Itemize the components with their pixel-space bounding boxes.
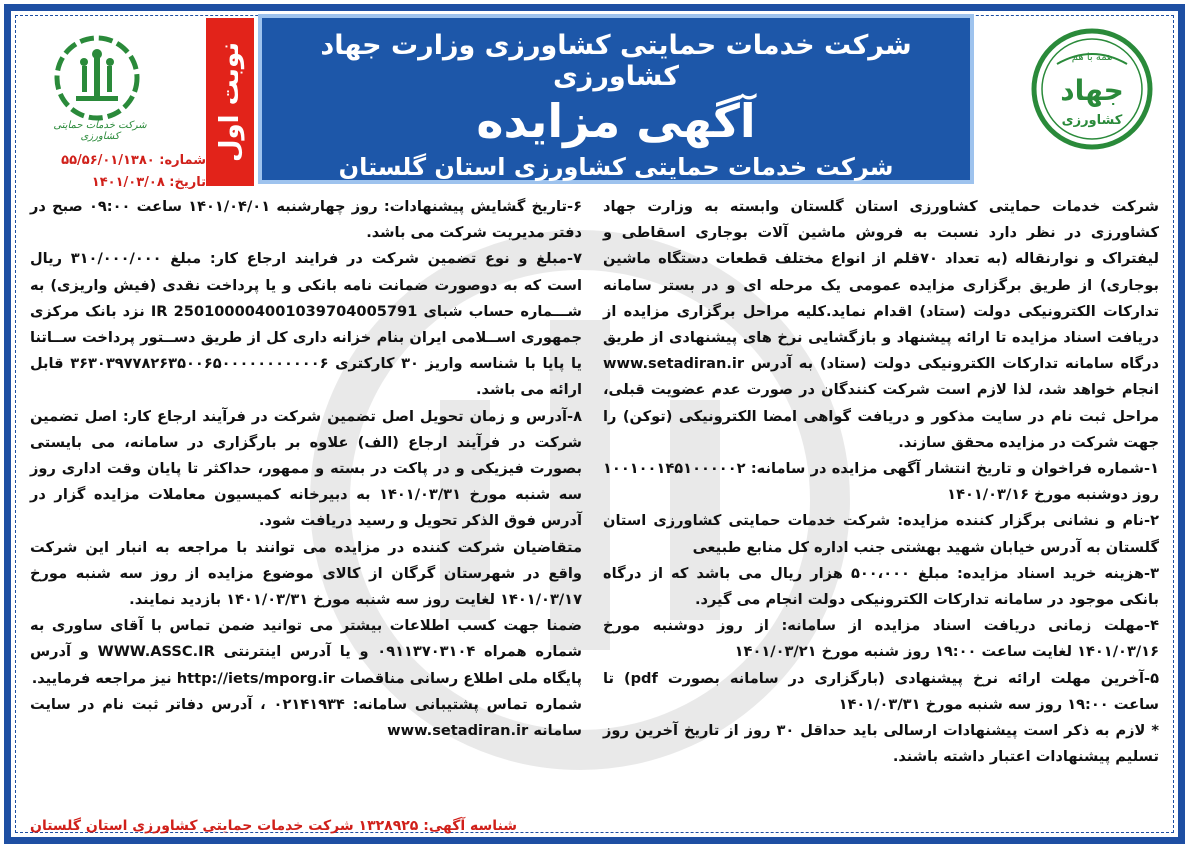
jihad-keshavarzi-logo bbox=[1027, 24, 1157, 154]
item-8: ۸-آدرس و زمان تحویل اصل تضمین شرکت در فرآیند ارجاع کار: اصل تضمین شرکت در فرآیند ارجاع (الف) علاوه بر بارگزاری در سامانه، می بایستی بصورت فیزیکی و در پاکت در بسته و ممهور، حداکثر تا پایان وقت اداری روز سه شنبه مورخ ۱۴۰۱/۰۳/۳۱ به دبیرخانه کمیسیون معاملات مزایده گزار در آدرس فوق الذکر تحویل و رسید دریافت شود. bbox=[30, 407, 582, 530]
logo-right-sub: کشاورزی bbox=[1061, 113, 1123, 128]
item-6: ۶-تاریخ گشایش پیشنهادات: روز چهارشنبه ۱۴۰۱/۰۴/۰۱ ساعت ۰۹:۰۰ صبح در دفتر مدیریت شرکت می باشد. bbox=[30, 198, 582, 242]
item-5: ۵-آخرین مهلت ارائه نرخ پیشنهادی (بارگزاری در سامانه بصورت pdf) تا ساعت ۱۹:۰۰ روز سه شنبه مورخ ۱۴۰۱/۰۳/۳۱ bbox=[603, 669, 1159, 713]
item-7: ۷-مبلغ و نوع تضمین شرکت در فرایند ارجاع کار: مبلغ ۳۱۰/۰۰۰/۰۰۰ ریال است که به دوصورت ضمانت نامه بانکی و یا پرداخت نقدی (فیش واریزی) به شـــماره حساب شبای IR 250100004001039704005791 نزد بانک مرکزی جمهوری اســلامی ایران بنام خزانه داری کل از طریق دســتور پرداخت ســاتنا یا پایا با شناسه واریز ۳۰ کارکتری ۳۶۳۰۳۹۷۷۸۲۶۳۵۰۰۶۵۰۰۰۰۰۰۰۰۰۰۰۶ قابل ارائه می باشد. bbox=[30, 250, 583, 399]
left-column bbox=[30, 194, 582, 744]
support-paragraph: شماره تماس پشتیبانی سامانه: ۰۲۱۴۱۹۳۴ ، آدرس دفاتر ثبت نام در سایت سامانه www.setadiran.ir bbox=[30, 695, 582, 740]
logo-right-top: همه با هم bbox=[1071, 52, 1113, 63]
notice-meta bbox=[30, 150, 206, 194]
contact-paragraph: ضمنا جهت کسب اطلاعات بیشتر می توانید ضمن تماس با آقای ساوری به شماره همراه ۰۹۱۱۳۷۰۳۱۰۴ و یا آدرس اینترنتی WWW.ASSC.IR و آدرس پایگاه ملی اطلاع رسانی مناقصات http://iets/mporg.ir نیز مراجعه فرمایید. bbox=[30, 617, 582, 687]
ad-identifier: شناسه آگهی: ۱۳۲۸۹۲۵ شرکت خدمات حمایتی کشاورزی استان گلستان bbox=[30, 818, 518, 834]
notice-title: آگهی مزایده bbox=[476, 94, 756, 148]
header-banner bbox=[258, 14, 974, 184]
round-badge-label: نوبت اول bbox=[215, 41, 245, 163]
visit-paragraph: متقاضیان شرکت کننده در مزایده می توانند با مراجعه به انبار این شرکت واقع در شهرستان گرگان از کالای موضوع مزایده از روز سه شنبه مورخ ۱۴۰۱/۰۳/۱۷ لغایت روز سه شنبه مورخ ۱۴۰۱/۰۳/۳۱ بازدید نمایند. bbox=[30, 538, 582, 609]
item-4: ۴-مهلت زمانی دریافت اسناد مزایده از سامانه: از روز دوشنبه مورخ ۱۴۰۱/۰۳/۱۶ لغایت ساعت ۱۹:۰۰ روز شنبه مورخ ۱۴۰۱/۰۳/۲۱ bbox=[603, 617, 1159, 661]
notice-number: شماره: ۵۵/۵۶/۰۱/۱۳۸۰ bbox=[61, 153, 206, 168]
ministry-title: شرکت خدمات حمایتی کشاورزی وزارت جهاد کشاورزی bbox=[320, 30, 912, 92]
item-3: ۳-هزینه خرید اسناد مزایده: مبلغ ۵۰۰،۰۰۰ هزار ریال می باشد که از درگاه بانکی موجود در سامانه تدارکات الکترونیکی دولت انجام می گیرد. bbox=[603, 564, 1159, 609]
item-1: ۱-شماره فراخوان و تاریخ انتشار آگهی مزایده در سامانه: ۱۰۰۱۰۰۱۴۵۱۰۰۰۰۰۲ روز دوشنبه مورخ ۱۴۰۱/۰۳/۱۶ bbox=[603, 460, 1159, 504]
province-title: شرکت خدمات حمایتی کشاورزی استان گلستان bbox=[338, 152, 894, 181]
item-2: ۲-نام و نشانی برگزار کننده مزایده: شرکت خدمات حمایتی کشاورزی استان گلستان به آدرس خیابان شهید بهشتی جنب اداره کل منابع طبیعی bbox=[603, 512, 1159, 556]
right-column bbox=[603, 194, 1159, 770]
intro-paragraph: شرکت خدمات حمایتی کشاورزی استان گلستان وابسته به وزارت جهاد کشاورزی در نظر دارد نسبت به فروش ماشین آلات بوجاری اسقاطی و لیفتراک و نوارنقاله (به تعداد ۷۰قلم از انواع مختلف قطعات دستگاه ماشین بوجاری) از طریق برگزاری مزایده عمومی یک مرحله ای و در بستر سامانه تدارکات الکترونیکی دولت (ستاد) اقدام نماید.کلیه مراحل برگزاری مزایده از دریافت اسناد مزایده تا ارائه پیشنهاد و بازگشایی نرخ های پیشنهادی از طریق درگاه سامانه تدارکات الکترونیکی دولت (ستاد) به آدرس www.setadiran.ir انجام خواهد شد، لذا لازم است شرکت کنندگان در صورت عدم عضویت قبلی، مراحل ثبت نام در سایت مذکور و دریافت گواهی امضا الکترونیکی (توکن) را جهت شرکت در مزایده محقق سازند. bbox=[603, 198, 1159, 451]
logo-left-caption: شرکت خدمات حمایتی کشاورزی bbox=[53, 120, 147, 142]
round-badge bbox=[206, 18, 254, 186]
validity-note: * لازم به ذکر است پیشنهادات ارسالی باید حداقل ۳۰ روز از تاریخ آخرین روز تسلیم پیشنهادات اعتبار داشته باشند. bbox=[603, 722, 1159, 766]
logo-right-text: جهاد bbox=[1060, 74, 1124, 107]
notice-date: تاریخ: ۱۴۰۱/۰۳/۰۸ bbox=[91, 175, 206, 191]
